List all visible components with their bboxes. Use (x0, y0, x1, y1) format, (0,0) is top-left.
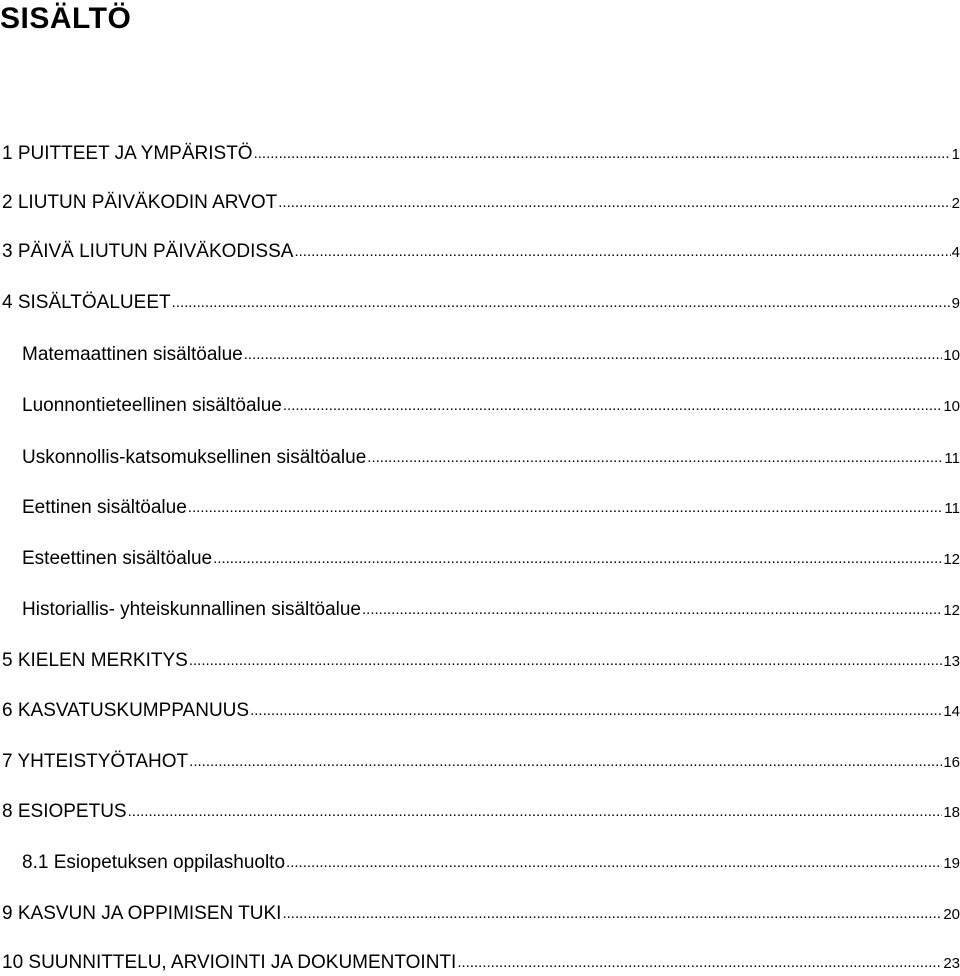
dot-leader (457, 950, 942, 975)
toc-entry-page: 11 (944, 450, 960, 467)
toc-entry-label: 10 SUUNNITTELU, ARVIOINTI JA DOKUMENTOINTI (2, 952, 457, 973)
dot-leader (367, 445, 943, 470)
toc-entry-label: Esteettinen sisältöalue (22, 548, 213, 569)
toc-entry-label: 8 ESIOPETUS (2, 801, 127, 822)
toc-entry-label: 7 YHTEISTYÖTAHOT (2, 751, 189, 772)
dot-leader (250, 698, 942, 723)
dot-leader (244, 342, 943, 367)
toc-entry-label: 1 PUITTEET JA YMPÄRISTÖ (2, 143, 253, 164)
dot-leader (213, 546, 942, 571)
toc-entry[interactable] (22, 598, 960, 622)
toc-entry[interactable] (2, 902, 960, 926)
toc-entry-label: Matemaattinen sisältöalue (22, 344, 243, 365)
toc-entry-page: 10 (943, 398, 960, 415)
toc-entry-label: 3 PÄIVÄ LIUTUN PÄIVÄKODISSA (2, 241, 294, 262)
toc-entry-label: Eettinen sisältöalue (22, 497, 187, 518)
dot-leader (282, 901, 942, 926)
toc-entry-label: 8.1 Esiopetuksen oppilashuolto (22, 852, 286, 873)
page-title: SISÄLTÖ (0, 2, 132, 35)
toc-entry-label: 6 KASVATUSKUMPPANUUS (2, 700, 250, 721)
dot-leader (189, 749, 942, 774)
toc-entry[interactable] (22, 547, 960, 571)
toc-entry[interactable] (22, 851, 960, 875)
dot-leader (188, 495, 944, 520)
dot-leader (128, 799, 943, 824)
toc-entry[interactable] (2, 291, 960, 315)
toc-entry[interactable] (22, 394, 960, 418)
toc-entry-page: 10 (943, 347, 960, 364)
toc-entry[interactable] (2, 649, 960, 673)
toc-entry-page: 9 (951, 295, 960, 312)
toc-entry-page: 16 (943, 754, 960, 771)
toc-entry-page: 2 (951, 195, 960, 212)
toc-entry-page: 12 (943, 551, 960, 568)
dot-leader (189, 648, 942, 673)
toc-entry-page: 4 (951, 244, 960, 261)
toc-entry[interactable] (2, 240, 960, 264)
toc-entry-page: 19 (943, 855, 960, 872)
toc-entry[interactable] (22, 496, 960, 520)
dot-leader (294, 239, 950, 264)
toc-entry-label: 4 SISÄLTÖALUEET (2, 292, 171, 313)
toc-entry[interactable] (2, 951, 960, 975)
toc-entry[interactable] (2, 800, 960, 824)
toc-entry[interactable] (22, 446, 960, 470)
toc-entry[interactable] (2, 750, 960, 774)
dot-leader (362, 597, 942, 622)
toc-entry-page: 14 (943, 703, 960, 720)
toc-entry-page: 13 (943, 653, 960, 670)
toc-entry-label: Luonnontieteellinen sisältöalue (22, 395, 282, 416)
dot-leader (286, 850, 942, 875)
toc-entry[interactable] (2, 142, 960, 166)
toc-entry[interactable] (2, 699, 960, 723)
toc-entry-page: 11 (944, 500, 960, 517)
dot-leader (254, 141, 951, 166)
toc-entry-label: Historiallis- yhteiskunnallinen sisältöalue (22, 599, 361, 620)
toc-entry-label: 5 KIELEN MERKITYS (2, 650, 188, 671)
toc-entry-page: 1 (951, 146, 960, 163)
toc-entry-label: 9 KASVUN JA OPPIMISEN TUKI (2, 903, 282, 924)
toc-entry-label: 2 LIUTUN PÄIVÄKODIN ARVOT (2, 192, 278, 213)
dot-leader (278, 190, 950, 215)
toc-entry-page: 23 (943, 955, 960, 972)
toc-entry[interactable] (22, 343, 960, 367)
toc-entry-label: Uskonnollis-katsomuksellinen sisältöalue (22, 447, 367, 468)
dot-leader (283, 393, 942, 418)
toc-entry-page: 18 (943, 804, 960, 821)
toc-entry-page: 20 (943, 906, 960, 923)
toc-entry-page: 12 (943, 602, 960, 619)
toc-entry[interactable] (2, 191, 960, 215)
dot-leader (172, 290, 951, 315)
